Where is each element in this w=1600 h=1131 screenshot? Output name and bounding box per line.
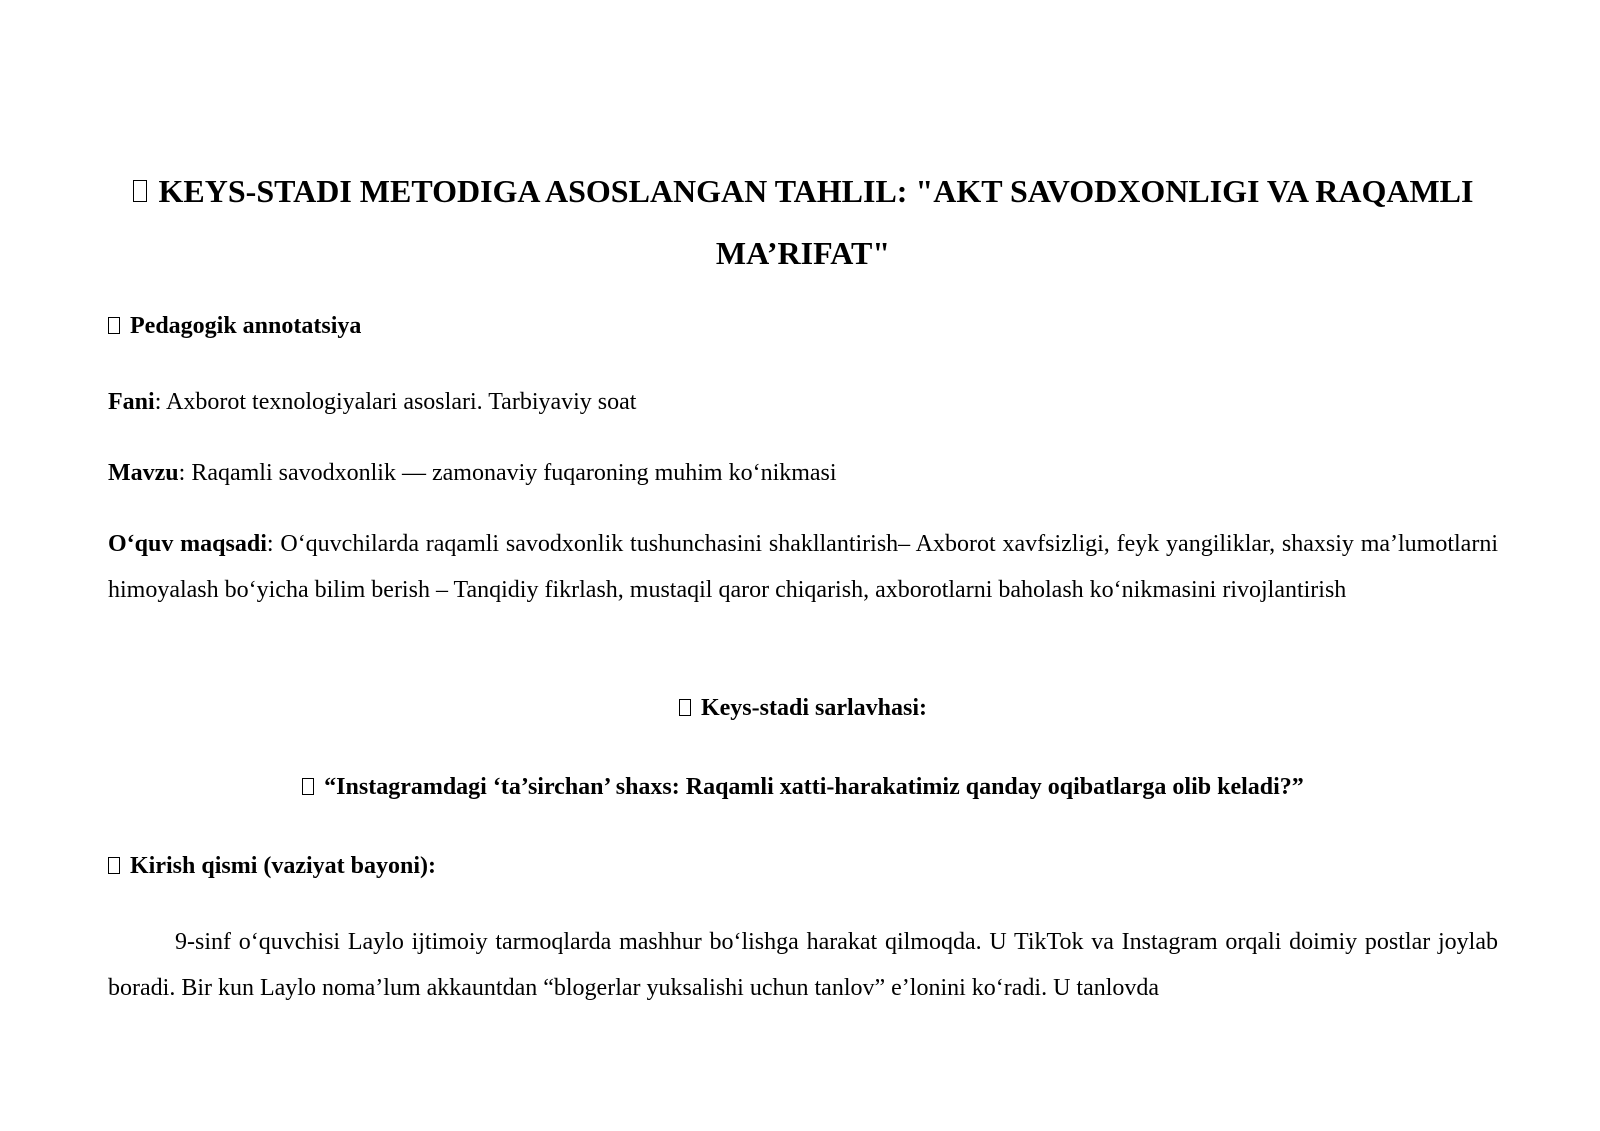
mavzu-label: Mavzu xyxy=(108,460,179,486)
missing-glyph-icon xyxy=(133,180,147,202)
intro-heading-text: Kirish qismi (vaziyat bayoni): xyxy=(130,853,437,879)
missing-glyph-icon xyxy=(108,857,120,874)
annotation-heading-text: Pedagogik annotatsiya xyxy=(130,313,362,339)
fani-value: : Axborot texnologiyalari asoslari. Tarbiyaviy soat xyxy=(154,389,637,415)
intro-heading xyxy=(108,851,436,881)
intro-paragraph: 9-sinf o‘quvchisi Laylo ijtimoiy tarmoqlarda mashhur bo‘lishga harakat qilmoqda. U TikTok va Instagram orqali doimiy postlar joylab boradi. Bir kun Laylo noma’lum akkauntdan “blogerlar yuksalishi uchun tanlov” e’lonini ko‘radi. U tanlovda xyxy=(108,929,1498,1001)
maqsad-label: O‘quv maqsadi xyxy=(108,531,267,557)
missing-glyph-icon xyxy=(679,699,691,716)
mavzu-field xyxy=(108,450,1498,496)
mavzu-value: : Raqamli savodxonlik — zamonaviy fuqaroning muhim ko‘nikmasi xyxy=(178,460,837,486)
document-title xyxy=(108,160,1498,284)
fani-label: Fani xyxy=(108,389,155,415)
case-title-text: “Instagramdagi ‘ta’sirchan’ shaxs: Raqamli xatti-harakatimiz qanday oqibatlarga olib keladi?” xyxy=(324,774,1304,800)
case-title-heading xyxy=(108,693,1498,723)
annotation-heading xyxy=(108,311,361,341)
case-title xyxy=(108,772,1498,802)
missing-glyph-icon xyxy=(302,778,314,795)
document-title-text: KEYS-STADI METODIGA ASOSLANGAN TAHLIL: "AKT SAVODXONLIGI VA RAQAMLI MA’RIFAT" xyxy=(158,173,1474,271)
maqsad-value: : O‘quvchilarda raqamli savodxonlik tushunchasini shakllantirish– Axborot xavfsizligi, feyk yangiliklar, shaxsiy ma’lumotlarni himoyalash bo‘yicha bilim berish – Tanqidiy fikrlash, mustaqil qaror chiqarish, axborotlarni baholash ko‘nikmasini rivojlantirish xyxy=(108,531,1498,603)
missing-glyph-icon xyxy=(108,317,120,334)
fani-field xyxy=(108,379,1498,425)
maqsad-field xyxy=(108,521,1498,613)
case-title-heading-text: Keys-stadi sarlavhasi: xyxy=(700,695,927,721)
